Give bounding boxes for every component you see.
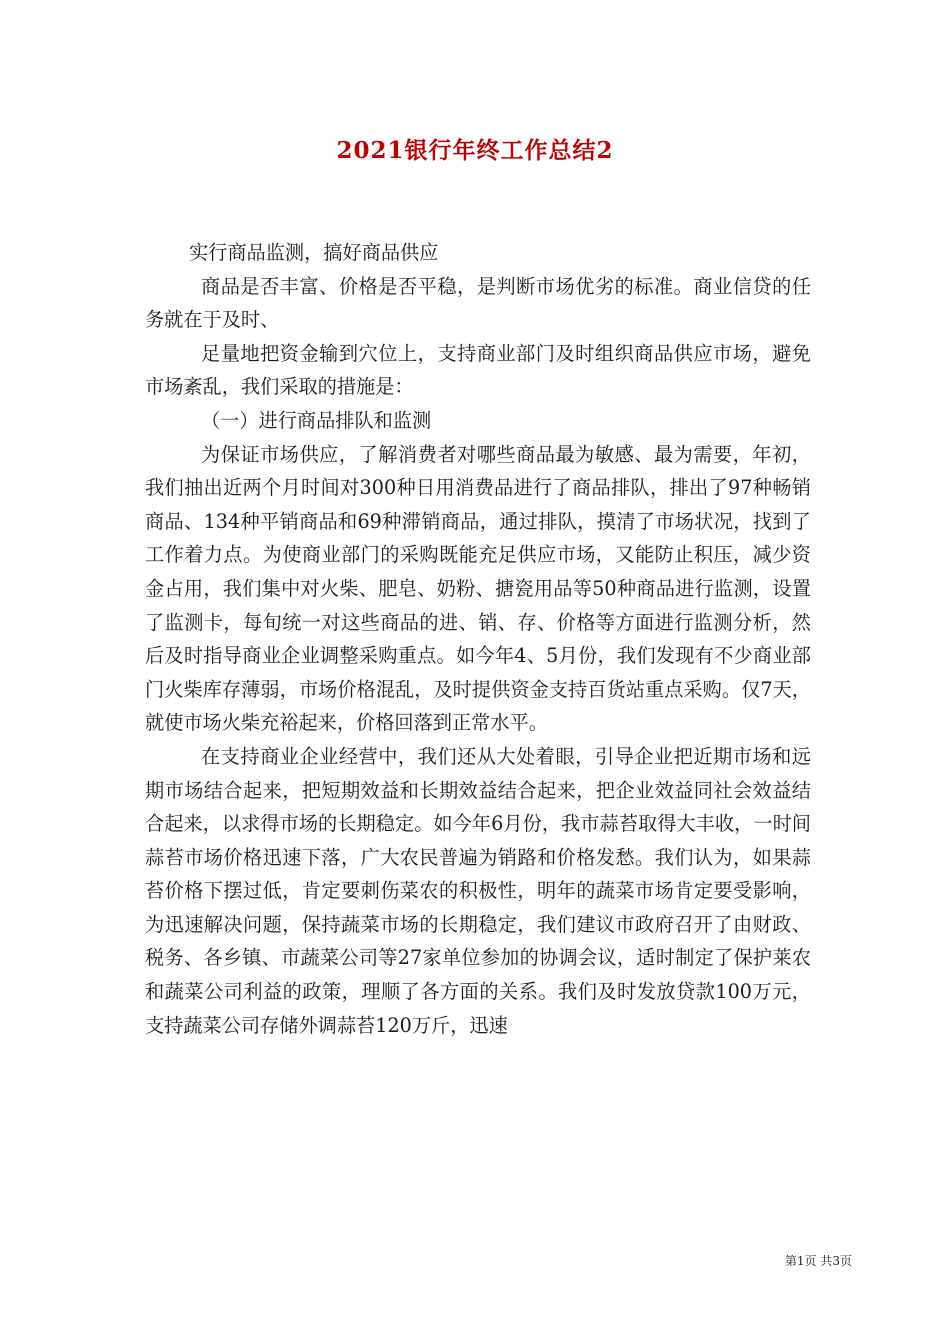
paragraph-4: 在支持商业企业经营中，我们还从大处着眼，引导企业把近期市场和远期市场结合起来，把短期效益和长期效益结合起来，把企业效益同社会效益结合起来，以求得市场的长期稳定。如今年6月份，我市蒜苔取得大丰收，一时间蒜苔市场价格迅速下落，广大农民普遍为销路和价格发愁。我们认为，如果蒜苔价格下摆过低，肯定要刺伤菜农的积极性，明年的蔬菜市场肯定要受影响，为迅速解决问题，保持蔬菜市场的长期稳定，我们建议市政府召开了由财政、税务、各乡镇、市蔬菜公司等27家单位参加的协调会议，适时制定了保护莱农和蔬菜公司利益的政策，理顺了各方面的关系。我们及时发放贷款100万元，支持蔬菜公司存储外调蒜苔120万斤，迅速: [145, 744, 811, 1037]
sub-heading-1: （一）进行商品排队和监测: [201, 408, 432, 432]
document-body: [145, 236, 811, 1042]
paragraph-2: 足量地把资金输到穴位上，支持商业部门及时组织商品供应市场，避免市场紊乱，我们采取的措施是：: [145, 341, 811, 399]
paragraph-1: 商品是否丰富、价格是否平稳，是判断市场优劣的标准。商业信贷的任务就在于及时、: [145, 274, 811, 332]
page-number: 第1页 共3页: [784, 1254, 852, 1268]
document-title: 2021银行年终工作总结2: [336, 137, 614, 164]
section-heading: 实行商品监测，搞好商品供应: [189, 241, 439, 264]
paragraph-3: 为保证市场供应，了解消费者对哪些商品最为敏感、最为需要，年初，我们抽出近两个月时间对300种日用消费品进行了商品排队，排出了97种畅销商品、134种平销商品和69种滞销商品，通过排队，摸清了市场状况，找到了工作着力点。为使商业部门的采购既能充足供应市场，又能防止积压，减少资金占用，我们集中对火柴、肥皂、奶粉、搪瓷用品等50种商品进行监测，设置了监测卡，每旬统一对这些商品的进、销、存、价格等方面进行监测分析，然后及时指导商业企业调整采购重点。如今年4、5月份，我们发现有不少商业部门火柴库存薄弱，市场价格混乱，及时提供资金支持百货站重点采购。仅7天，就使市场火柴充裕起来，价格回落到正常水平。: [145, 442, 811, 735]
